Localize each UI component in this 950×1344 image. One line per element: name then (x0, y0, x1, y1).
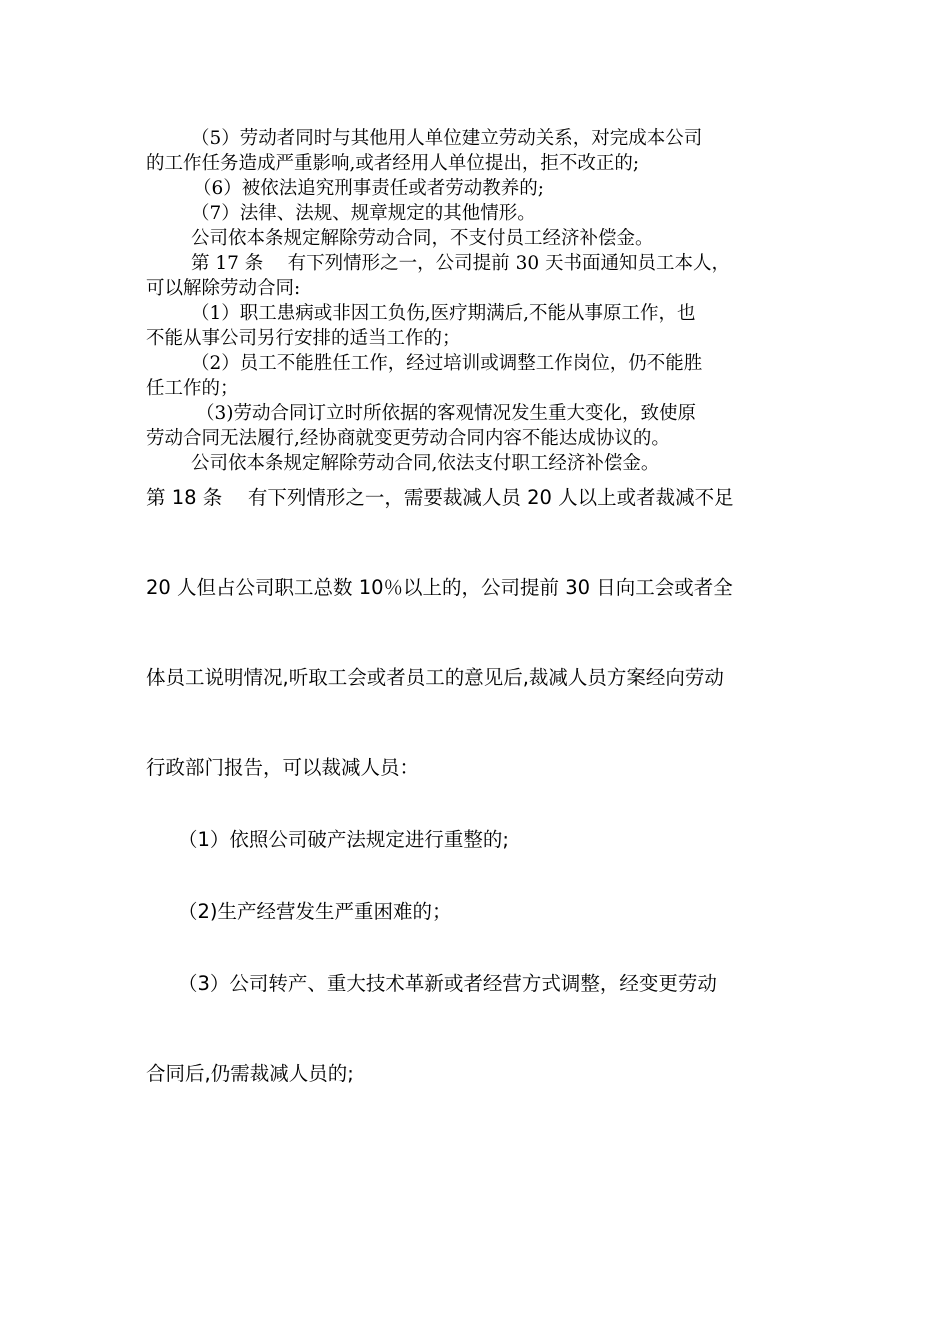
paragraph-line: 公司依本条规定解除劳动合同,依法支付职工经济补偿金。 (191, 453, 660, 474)
paragraph-line: 体员工说明情况,听取工会或者员工的意见后,裁减人员方案经向劳动 (146, 666, 724, 689)
paragraph-line: （7）法律、法规、规章规定的其他情形。 (191, 203, 536, 224)
paragraph-line: 行政部门报告，可以裁减人员： (146, 756, 420, 779)
article-17-heading-line: 第 17 条 有下列情形之一，公司提前 30 天书面通知员工本人， (191, 253, 730, 274)
list-item: （3）公司转产、重大技术革新或者经营方式调整，经变更劳动 (178, 972, 717, 995)
paragraph-line: 可以解除劳动合同: (146, 278, 301, 299)
paragraph-line: （5）劳动者同时与其他用人单位建立劳动关系，对完成本公司 (191, 128, 703, 149)
paragraph-line: （2）员工不能胜任工作，经过培训或调整工作岗位，仍不能胜 (191, 353, 703, 374)
list-item: （2)生产经营发生严重困难的； (178, 900, 452, 923)
paragraph-line: 20 人但占公司职工总数 10％以上的，公司提前 30 日向工会或者全 (146, 576, 733, 599)
paragraph-line: （3)劳动合同订立时所依据的客观情况发生重大变化，致使原 (196, 403, 696, 424)
paragraph-line: 合同后,仍需裁减人员的; (146, 1062, 354, 1085)
paragraph-line: 不能从事公司另行安排的适当工作的； (146, 328, 461, 349)
paragraph-line: 任工作的； (146, 378, 239, 399)
paragraph-line: 劳动合同无法履行,经协商就变更劳动合同内容不能达成协议的。 (146, 428, 670, 449)
paragraph-line: 的工作任务造成严重影响,或者经用人单位提出，拒不改正的; (146, 153, 640, 174)
article-18-heading-line: 第 18 条 有下列情形之一，需要裁减人员 20 人以上或者裁减不足 (146, 486, 734, 509)
list-item: （1）依照公司破产法规定进行重整的; (178, 828, 509, 851)
paragraph-line: 公司依本条规定解除劳动合同，不支付员工经济补偿金。 (191, 228, 654, 249)
paragraph-line: （6）被依法追究刑事责任或者劳动教养的; (193, 178, 545, 199)
paragraph-line: （1）职工患病或非因工负伤,医疗期满后,不能从事原工作，也 (191, 303, 696, 324)
